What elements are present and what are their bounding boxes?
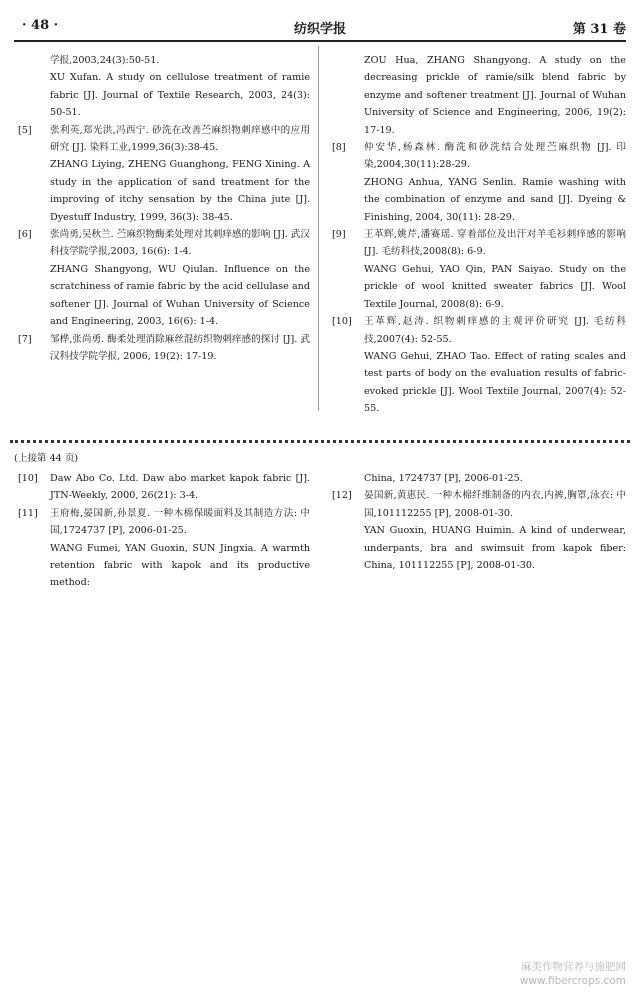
references-right-column — [328, 52, 626, 418]
reference-number: [10] — [332, 316, 352, 328]
reference-text: ZOU Hua, ZHANG Shangyong. A study on the decreasing prickle of ramie/silk blend fabric by enzyme and softener treatment [J]. Journal of Wuhan University of Science and Engineering, 2006, 19(2): 17-19. — [364, 55, 626, 136]
reference-text: 王革辉,姚芹,潘赛瑶. 穿着部位及出汗对羊毛衫刺痒感的影响 [J]. 毛纺科技,2008(8): 6-9. — [364, 229, 626, 258]
reference-entry — [14, 226, 310, 261]
volume-label: 第 31 卷 — [572, 22, 626, 37]
reference-text: ZHONG Anhua, YANG Senlin. Ramie washing with the combination of enzyme and sand [J]. Dyeing & Finishing, 2004, 30(11): 28-29. — [364, 176, 626, 223]
reference-text: YAN Guoxin, HUANG Huimin. A kind of underwear, underpants, bra and swimsuit from kapok fiber: China, 101112255 [P], 2008-01-30. — [364, 525, 626, 572]
header-rule — [14, 40, 626, 42]
reference-text: XU Xufan. A study on cellulose treatment of ramie fabric [J]. Journal of Textile Research, 2003, 24(3): 50-51. — [50, 72, 310, 119]
reference-entry — [328, 174, 626, 226]
reference-number: [6] — [18, 229, 32, 241]
reference-number: [7] — [18, 333, 32, 345]
reference-entry — [14, 69, 310, 121]
reference-entry — [14, 505, 310, 540]
reference-entry — [328, 261, 626, 313]
journal-title: 纺织学报 — [293, 22, 346, 37]
reference-text: 邹桦,张尚勇. 酶柔处理消除麻丝混纺织物刺痒感的探讨 [J]. 武汉科技学院学报, 2006, 19(2): 17-19. — [50, 333, 310, 362]
reference-entry — [14, 156, 310, 226]
reference-number: [8] — [332, 142, 346, 154]
reference-entry — [328, 522, 626, 574]
reference-entry — [328, 139, 626, 174]
reference-text: 张利英,郑光洪,冯西宁. 砂洗在改善苎麻织物刺痒感中的应用研究 [J]. 染料工业,1999,36(3):38-45. — [50, 124, 310, 154]
references-left-column — [14, 52, 310, 365]
reference-text: China, 1724737 [P], 2006-01-25. — [364, 473, 523, 484]
reference-entry — [14, 470, 310, 505]
page-number: · 48 · — [22, 18, 59, 33]
reference-number: [9] — [332, 229, 346, 241]
reference-entry — [328, 313, 626, 348]
reference-number: [10] — [18, 473, 38, 484]
reference-number: [12] — [332, 490, 352, 502]
reference-entry — [328, 487, 626, 522]
reference-text: WANG Fumei, YAN Guoxin, SUN Jingxia. A warmth retention fabric with kapok and its productive method: — [50, 542, 310, 589]
reference-entry — [328, 470, 626, 487]
reference-entry — [328, 348, 626, 418]
reference-entry — [14, 122, 310, 157]
continued-from-label: (上接第 44 页) — [14, 453, 79, 464]
reference-text: 学报,2003,24(3):50-51. — [50, 55, 160, 66]
section-separator — [10, 440, 630, 443]
reference-text: 王府梅,晏国新,孙景夏. 一种木棉保暖面料及其制造方法: 中国,1724737 [P], 2006-01-25. — [50, 507, 310, 537]
reference-number: [11] — [18, 507, 38, 519]
continued-references-right-column — [328, 470, 626, 574]
reference-entry — [14, 261, 310, 331]
watermark-line-2: www.fibercrops.com — [519, 975, 626, 987]
reference-entry — [14, 52, 310, 69]
reference-text: 仲安华,杨森林. 酶洗和砂洗结合处理苎麻织物 [J]. 印染,2004,30(11):28-29. — [364, 142, 626, 171]
page-header — [14, 12, 626, 40]
reference-text: ZHANG Liying, ZHENG Guanghong, FENG Xining. A study in the application of sand treatment for the improving of itchy sensation by the China jute [J]. Dyestuff Industry, 1999, 36(3): 38-45. — [50, 159, 310, 223]
reference-text: 晏国新,黄惠民. 一种木棉纤维制备的内衣,内裤,胸罩,泳衣: 中国,101112255 [P], 2008-01-30. — [364, 490, 626, 519]
continued-references-left-column — [14, 470, 310, 592]
column-divider — [318, 46, 319, 411]
reference-text: Daw Abo Co. Ltd. Daw abo market kapok fabric [J]. JTN-Weekly, 2000, 26(21): 3-4. — [50, 473, 310, 502]
reference-text: ZHANG Shangyong, WU Qiulan. Influence on the scratchiness of ramie fabric by the acid cellulase and softener [J]. Journal of Wuhan University of Science and Engineering, 2003, 16(6): 1-4. — [50, 263, 310, 328]
reference-text: 王革辉,赵涛. 织物刺痒感的主观评价研究 [J]. 毛纺科技,2007(4): 52-55. — [364, 316, 626, 345]
reference-entry — [328, 52, 626, 139]
reference-entry — [14, 331, 310, 366]
reference-text: WANG Gehui, ZHAO Tao. Effect of rating scales and test parts of body on the evaluation results of fabric-evoked prickle [J]. Wool Textile Journal, 2007(4): 52-55. — [364, 350, 626, 415]
reference-entry — [328, 226, 626, 261]
watermark-line-1: 麻类作物营养与施肥网 — [521, 961, 626, 973]
reference-number: [5] — [18, 124, 32, 136]
reference-text: 张尚勇,吴秋兰. 苎麻织物酶柔处理对其刺痒感的影响 [J]. 武汉科技学院学报,2003, 16(6): 1-4. — [50, 229, 310, 258]
reference-entry — [14, 540, 310, 592]
site-watermark — [520, 960, 626, 988]
reference-text: WANG Gehui, YAO Qin, PAN Saiyao. Study on the prickle of wool knitted sweater fabrics [J]. Wool Textile Journal, 2008(8): 6-9. — [364, 263, 626, 310]
